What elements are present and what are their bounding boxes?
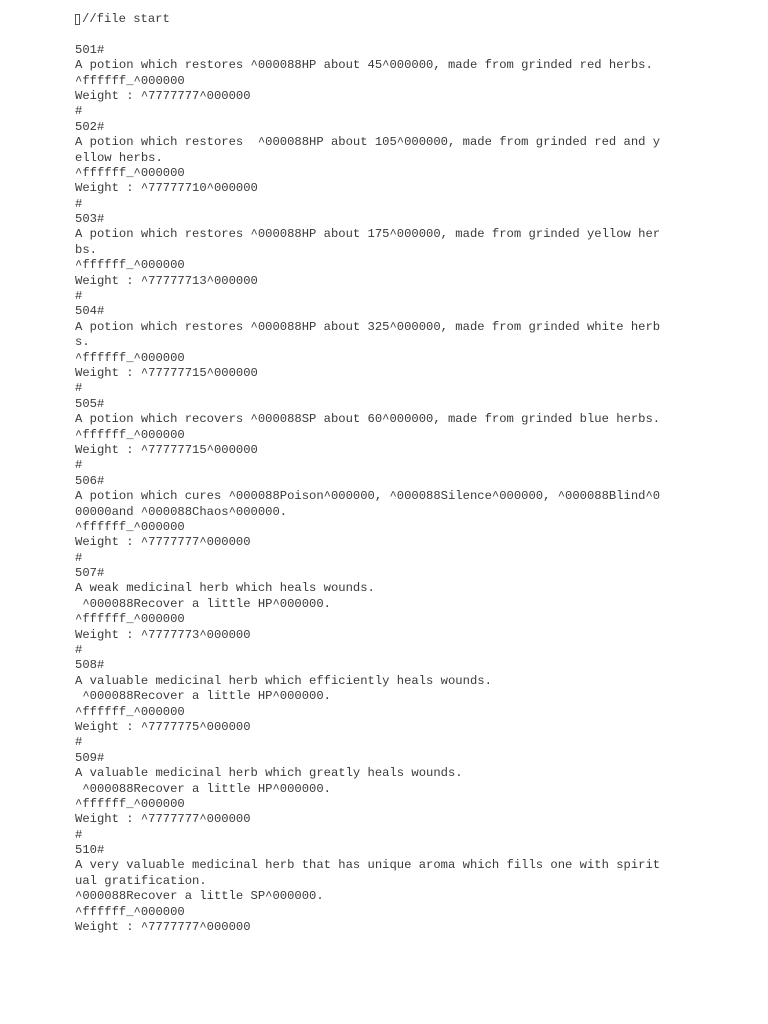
item-id: 505# <box>75 396 105 411</box>
item-text-line: s. <box>75 335 90 350</box>
item-entry <box>75 474 755 566</box>
item-text-line: Weight : ^7777777^000000 <box>75 535 251 550</box>
entries-list <box>75 43 755 936</box>
item-text-line: Weight : ^7777775^000000 <box>75 719 251 734</box>
item-text-line: ^ffffff_^000000 <box>75 73 185 88</box>
item-text-line: # <box>75 289 83 304</box>
item-entry <box>75 751 755 843</box>
item-text-line: bs. <box>75 242 97 257</box>
item-text-line: ^ffffff_^000000 <box>75 519 185 534</box>
item-text-line: A potion which recovers ^000088SP about 60^000000, made from grinded blue herbs. <box>75 412 661 427</box>
item-text-line: ^ffffff_^000000 <box>75 796 185 811</box>
item-text-line: Weight : ^77777713^000000 <box>75 273 258 288</box>
item-text-line: Weight : ^7777773^000000 <box>75 627 251 642</box>
item-entry <box>75 658 755 750</box>
item-text-line: # <box>75 381 83 396</box>
item-text-line: ^ffffff_^000000 <box>75 704 185 719</box>
item-entry <box>75 43 755 120</box>
item-entry <box>75 212 755 304</box>
item-text-line: ual gratification. <box>75 873 207 888</box>
item-text-line: A potion which cures ^000088Poison^000000, ^000088Silence^000000, ^000088Blind^0 <box>75 489 661 504</box>
item-text-line: A potion which restores ^000088HP about 105^000000, made from grinded red and y <box>75 135 661 150</box>
bom-glyph-icon <box>75 14 80 25</box>
item-id: 510# <box>75 843 105 858</box>
item-id: 509# <box>75 750 105 765</box>
file-header-text: //file start <box>82 12 170 26</box>
item-text-line: # <box>75 827 83 842</box>
item-text-line: Weight : ^77777715^000000 <box>75 442 258 457</box>
item-id: 508# <box>75 658 105 673</box>
item-text-line: ^000088Recover a little SP^000000. <box>75 889 324 904</box>
item-text-line: Weight : ^7777777^000000 <box>75 920 251 935</box>
item-text-line: A weak medicinal herb which heals wounds. <box>75 581 375 596</box>
item-text-line: ^000088Recover a little HP^000000. <box>75 689 331 704</box>
item-text-line: ^ffffff_^000000 <box>75 165 185 180</box>
item-text-line: # <box>75 643 83 658</box>
item-text-line: Weight : ^77777710^000000 <box>75 181 258 196</box>
item-id: 507# <box>75 566 105 581</box>
item-text-line: A very valuable medicinal herb that has unique aroma which fills one with spirit <box>75 858 661 873</box>
item-text-line: # <box>75 458 83 473</box>
item-text-line: ^ffffff_^000000 <box>75 350 185 365</box>
item-text-line: A potion which restores ^000088HP about 325^000000, made from grinded white herb <box>75 319 661 334</box>
item-text-line: 00000and ^000088Chaos^000000. <box>75 504 288 519</box>
item-text-line: # <box>75 550 83 565</box>
item-id: 501# <box>75 42 105 57</box>
item-text-line: Weight : ^7777777^000000 <box>75 88 251 103</box>
item-text-line: ^000088Recover a little HP^000000. <box>75 781 331 796</box>
item-text-line: # <box>75 735 83 750</box>
item-text-line: ^000088Recover a little HP^000000. <box>75 596 331 611</box>
item-entry <box>75 397 755 474</box>
blank-line <box>75 27 755 42</box>
item-text-line: # <box>75 104 83 119</box>
item-id: 506# <box>75 473 105 488</box>
item-text-line: A potion which restores ^000088HP about 45^000000, made from grinded red herbs. <box>75 58 653 73</box>
item-text-line: ^ffffff_^000000 <box>75 427 185 442</box>
item-text-line: ^ffffff_^000000 <box>75 258 185 273</box>
item-id: 504# <box>75 304 105 319</box>
item-text-line: Weight : ^77777715^000000 <box>75 365 258 380</box>
item-id: 502# <box>75 119 105 134</box>
item-text-line: Weight : ^7777777^000000 <box>75 812 251 827</box>
item-text-line: A valuable medicinal herb which efficiently heals wounds. <box>75 673 492 688</box>
item-text-line: A potion which restores ^000088HP about 175^000000, made from grinded yellow her <box>75 227 661 242</box>
item-id: 503# <box>75 212 105 227</box>
item-entry <box>75 566 755 658</box>
item-entry <box>75 120 755 212</box>
item-text-line: ^ffffff_^000000 <box>75 904 185 919</box>
item-entry <box>75 843 755 935</box>
document-page <box>75 12 755 935</box>
item-text-line: # <box>75 196 83 211</box>
item-text-line: A valuable medicinal herb which greatly heals wounds. <box>75 766 463 781</box>
file-header <box>75 12 755 27</box>
item-text-line: ellow herbs. <box>75 150 163 165</box>
item-entry <box>75 304 755 396</box>
item-text-line: ^ffffff_^000000 <box>75 612 185 627</box>
